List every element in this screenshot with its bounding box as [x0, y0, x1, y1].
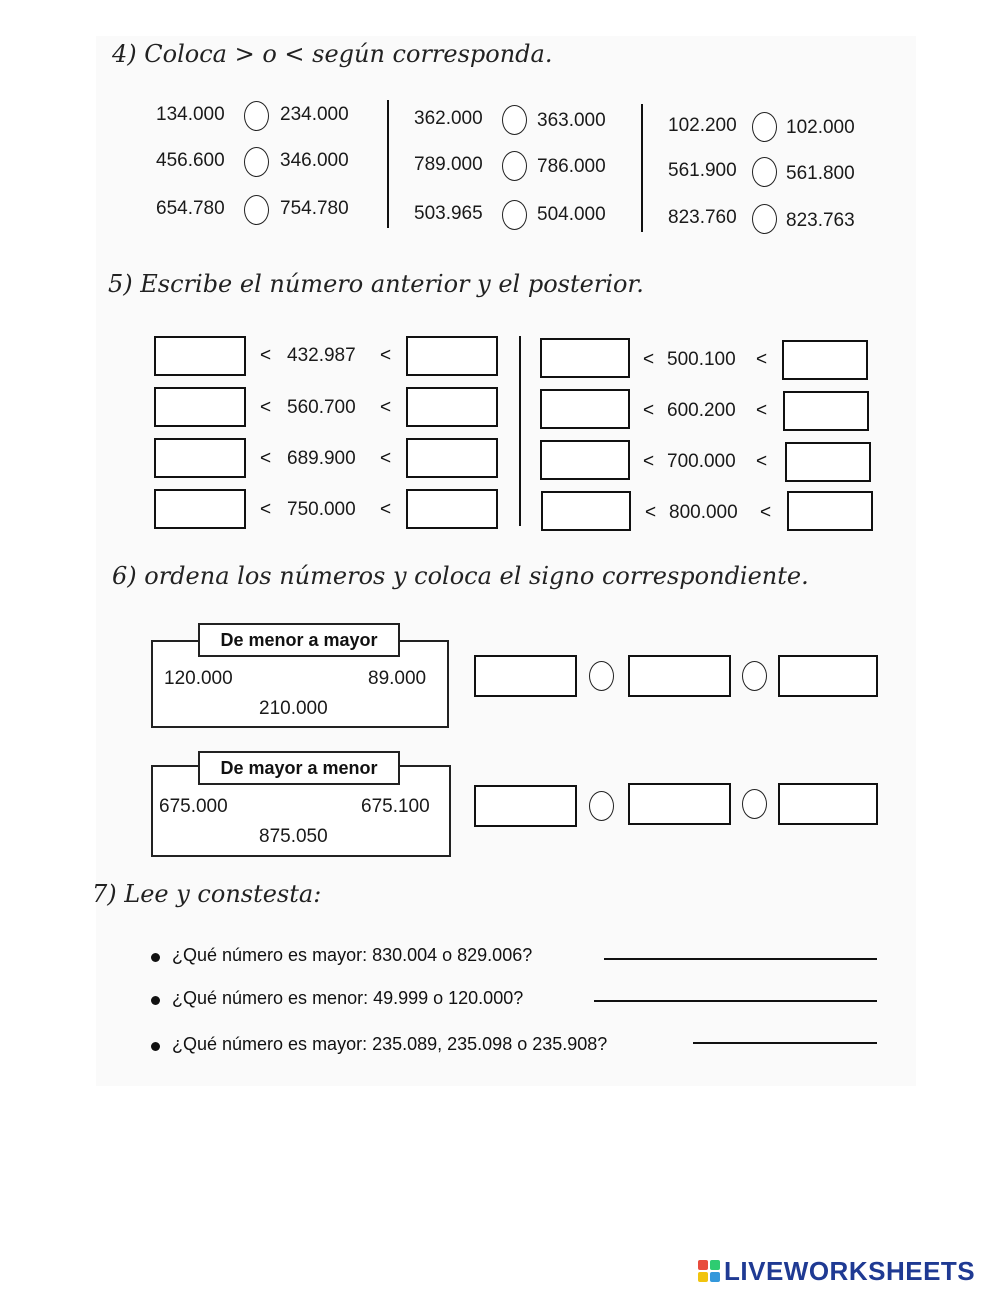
group-number: 675.100	[361, 796, 430, 817]
group-number: 210.000	[259, 698, 328, 719]
s4-number: 134.000	[156, 104, 225, 125]
less-than-sign: <	[756, 451, 768, 472]
sign-circle[interactable]	[589, 661, 614, 691]
less-than-sign: <	[260, 345, 272, 366]
next-number-box[interactable]	[787, 491, 873, 531]
s4-number: 503.965	[414, 203, 483, 224]
section-4-title: 4) Coloca > o < según corresponda.	[112, 40, 553, 68]
less-than-sign: <	[645, 502, 657, 523]
order-answer-box[interactable]	[628, 655, 731, 697]
group-number: 875.050	[259, 826, 328, 847]
s4-number: 504.000	[537, 204, 606, 225]
s4-number: 234.000	[280, 104, 349, 125]
s5-number: 432.987	[287, 345, 356, 366]
next-number-box[interactable]	[406, 336, 498, 376]
less-than-sign: <	[643, 349, 655, 370]
s4-number: 561.900	[668, 160, 737, 181]
s5-number: 560.700	[287, 397, 356, 418]
group-label: De menor a mayor	[198, 623, 400, 657]
order-answer-box[interactable]	[628, 783, 731, 825]
previous-number-box[interactable]	[541, 491, 631, 531]
s4-number: 346.000	[280, 150, 349, 171]
comparison-circle[interactable]	[502, 151, 527, 181]
less-than-sign: <	[380, 448, 392, 469]
less-than-sign: <	[380, 345, 392, 366]
previous-number-box[interactable]	[540, 338, 630, 378]
comparison-circle[interactable]	[502, 200, 527, 230]
sign-circle[interactable]	[589, 791, 614, 821]
s4-number: 362.000	[414, 108, 483, 129]
question-text: ¿Qué número es mayor: 830.004 o 829.006?	[172, 945, 533, 965]
s5-number: 800.000	[669, 502, 738, 523]
s5-number: 750.000	[287, 499, 356, 520]
next-number-box[interactable]	[406, 489, 498, 529]
s5-number: 689.900	[287, 448, 356, 469]
less-than-sign: <	[260, 499, 272, 520]
s5-number: 600.200	[667, 400, 736, 421]
s4-number: 456.600	[156, 150, 225, 171]
sign-circle[interactable]	[742, 661, 767, 691]
previous-number-box[interactable]	[154, 387, 246, 427]
brand-name: LIVEWORKSHEETS	[724, 1255, 976, 1286]
previous-number-box[interactable]	[154, 438, 246, 478]
s4-number: 363.000	[537, 110, 606, 131]
less-than-sign: <	[756, 349, 768, 370]
next-number-box[interactable]	[406, 387, 498, 427]
question-text: ¿Qué número es mayor: 235.089, 235.098 o 235.908?	[172, 1034, 608, 1054]
s4-number: 654.780	[156, 198, 225, 219]
bullet	[151, 996, 160, 1005]
question-text: ¿Qué número es menor: 49.999 o 120.000?	[172, 988, 524, 1008]
comparison-circle[interactable]	[244, 195, 269, 225]
previous-number-box[interactable]	[154, 336, 246, 376]
bullet	[151, 953, 160, 962]
s5-number: 700.000	[667, 451, 736, 472]
less-than-sign: <	[643, 451, 655, 472]
liveworksheets-logo	[698, 1255, 975, 1287]
answer-line[interactable]	[693, 1042, 877, 1044]
less-than-sign: <	[380, 499, 392, 520]
next-number-box[interactable]	[783, 391, 869, 431]
order-answer-box[interactable]	[778, 783, 878, 825]
next-number-box[interactable]	[406, 438, 498, 478]
order-answer-box[interactable]	[778, 655, 878, 697]
less-than-sign: <	[260, 397, 272, 418]
answer-line[interactable]	[594, 1000, 877, 1002]
order-answer-box[interactable]	[474, 785, 577, 827]
less-than-sign: <	[380, 397, 392, 418]
less-than-sign: <	[756, 400, 768, 421]
section-7-title: 7) Lee y constesta:	[92, 880, 322, 908]
group-number: 89.000	[368, 668, 427, 689]
s4-number: 823.763	[786, 210, 855, 231]
order-answer-box[interactable]	[474, 655, 577, 697]
sign-circle[interactable]	[742, 789, 767, 819]
s4-number: 754.780	[280, 198, 349, 219]
column-divider	[641, 104, 643, 232]
comparison-circle[interactable]	[752, 112, 777, 142]
less-than-sign: <	[260, 448, 272, 469]
group-label: De mayor a menor	[198, 751, 400, 785]
comparison-circle[interactable]	[244, 147, 269, 177]
s4-number: 102.200	[668, 115, 737, 136]
s4-number: 561.800	[786, 163, 855, 184]
s4-number: 102.000	[786, 117, 855, 138]
comparison-circle[interactable]	[244, 101, 269, 131]
s5-number: 500.100	[667, 349, 736, 370]
less-than-sign: <	[643, 400, 655, 421]
answer-line[interactable]	[604, 958, 877, 960]
bullet	[151, 1042, 160, 1051]
liveworksheets-icon	[698, 1260, 720, 1282]
worksheet-scan	[96, 36, 916, 1086]
group-number: 675.000	[159, 796, 228, 817]
s4-number: 823.760	[668, 207, 737, 228]
less-than-sign: <	[760, 502, 772, 523]
s4-number: 786.000	[537, 156, 606, 177]
next-number-box[interactable]	[785, 442, 871, 482]
previous-number-box[interactable]	[154, 489, 246, 529]
s4-number: 789.000	[414, 154, 483, 175]
comparison-circle[interactable]	[752, 204, 777, 234]
column-divider	[387, 100, 389, 228]
column-divider	[519, 336, 521, 526]
section-5-title: 5) Escribe el número anterior y el posterior.	[108, 270, 644, 298]
comparison-circle[interactable]	[502, 105, 527, 135]
section-6-title: 6) ordena los números y coloca el signo correspondiente.	[112, 562, 809, 590]
previous-number-box[interactable]	[540, 440, 630, 480]
previous-number-box[interactable]	[540, 389, 630, 429]
next-number-box[interactable]	[782, 340, 868, 380]
group-number: 120.000	[164, 668, 233, 689]
comparison-circle[interactable]	[752, 157, 777, 187]
